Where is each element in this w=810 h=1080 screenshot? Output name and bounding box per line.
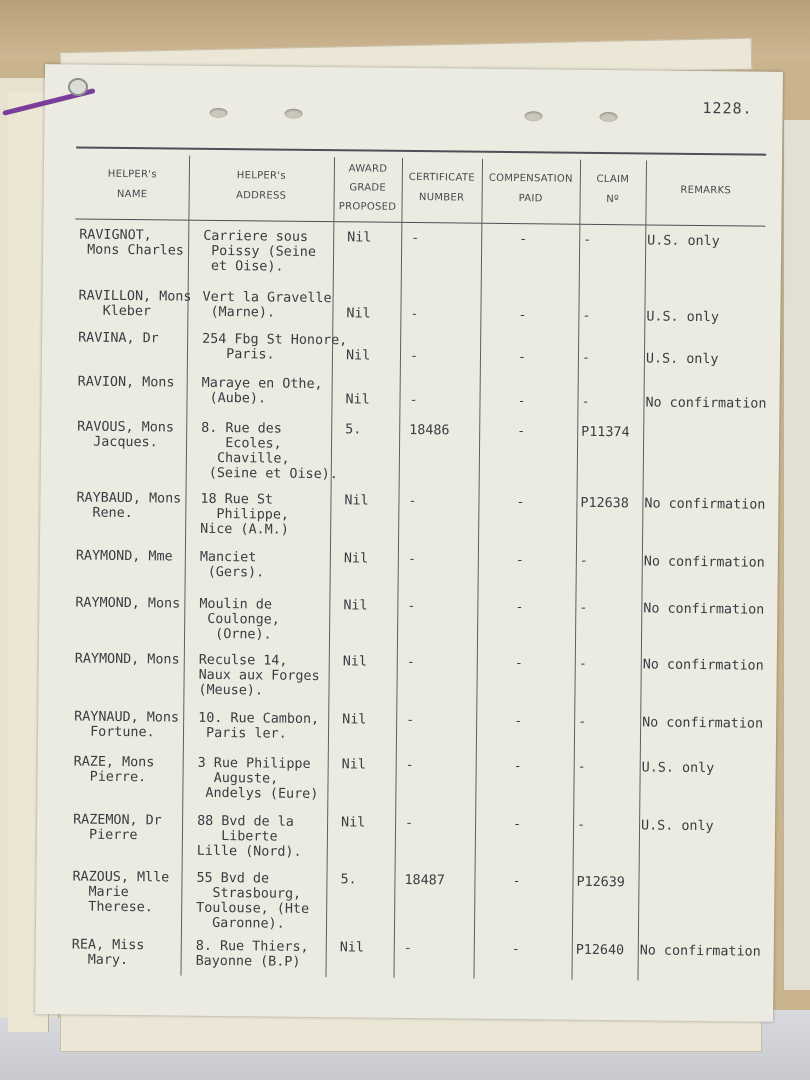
row-3-award: Nil	[345, 348, 371, 364]
row-10-claim: -	[578, 714, 587, 730]
row-1-address: Carriere sous Poissy (Seine et Oise).	[202, 228, 317, 275]
row-14-claim: P12640	[575, 942, 625, 959]
row-4-name: RAVION, Mons	[77, 374, 175, 391]
row-14-comp: -	[511, 942, 520, 958]
row-1-award: Nil	[347, 230, 372, 246]
row-4-award: Nil	[345, 392, 370, 408]
row-7-award: Nil	[343, 551, 369, 567]
row-12-remarks: U.S. only	[640, 818, 714, 835]
row-3-claim: -	[581, 350, 591, 366]
row-8-award: Nil	[343, 598, 368, 614]
row-1-comp: -	[519, 232, 528, 248]
row-5-remarks	[645, 425, 775, 426]
column-divider	[473, 159, 483, 979]
record-sheet	[35, 64, 783, 1022]
column-divider	[393, 158, 403, 978]
row-8-cert: -	[407, 598, 416, 615]
row-7-comp: -	[515, 553, 524, 569]
row-2-cert: -	[410, 306, 419, 323]
punch-hole	[209, 108, 227, 118]
header-certificate-number: CERTIFICATE NUMBER	[408, 171, 475, 204]
row-13-address: 55 Bvd de Strasbourg, Toulouse, (Hte Garonne).	[195, 870, 310, 932]
row-7-address: Manciet (Gers).	[199, 549, 265, 581]
row-10-name: RAYNAUD, Mons Fortune.	[73, 709, 180, 741]
row-11-remarks: U.S. only	[641, 760, 715, 777]
row-4-cert: -	[409, 392, 418, 409]
row-9-address: Reculse 14, Naux aux Forges (Meuse).	[198, 652, 320, 699]
row-8-address: Moulin de Coulonge, (Orne).	[198, 596, 280, 643]
column-divider	[571, 160, 581, 980]
row-14-remarks: No confirmation	[639, 943, 761, 960]
row-8-comp: -	[515, 600, 524, 616]
row-13-award: 5.	[340, 872, 357, 888]
row-6-remarks: No confirmation	[644, 496, 766, 513]
header-top-rule	[76, 146, 766, 155]
row-1-name: RAVIGNOT, Mons Charles	[78, 227, 184, 259]
row-4-remarks: No confirmation	[645, 395, 767, 412]
row-1-cert: -	[411, 230, 420, 247]
row-9-claim: -	[578, 656, 587, 672]
row-12-name: RAZEMON, Dr Pierre	[72, 812, 162, 844]
row-11-award: Nil	[341, 757, 366, 773]
back-sheet-right-edge	[783, 120, 810, 990]
row-5-comp: -	[517, 424, 526, 440]
row-12-award: Nil	[341, 815, 366, 831]
row-10-remarks: No confirmation	[642, 715, 764, 732]
page-number: 1228.	[702, 99, 753, 118]
row-2-address: Vert la Gravelle (Marne).	[202, 289, 332, 321]
header-compensation-paid: COMPENSATION PAID	[488, 172, 573, 205]
row-13-claim: P12639	[576, 874, 625, 891]
row-12-address: 88 Bvd de la Liberte Lille (Nord).	[196, 813, 302, 860]
punch-hole	[599, 112, 617, 122]
row-1-claim: -	[583, 232, 592, 248]
row-14-address: 8. Rue Thiers, Bayonne (B.P)	[195, 938, 309, 970]
header-bottom-rule	[75, 218, 765, 226]
row-12-comp: -	[513, 817, 522, 833]
punch-hole	[524, 111, 542, 121]
row-13-remarks	[641, 875, 771, 876]
row-13-name: RAZOUS, Mlle Marie Therese.	[72, 869, 170, 916]
binding-eyelet	[68, 78, 88, 96]
row-3-name: RAVINA, Dr	[78, 330, 159, 347]
row-4-comp: -	[517, 394, 526, 410]
row-2-comp: -	[518, 308, 527, 324]
row-9-name: RAYMOND, Mons	[74, 651, 180, 668]
row-11-comp: -	[513, 759, 522, 775]
row-13-comp: -	[512, 874, 521, 890]
punch-hole	[284, 109, 302, 119]
header-remarks: REMARKS	[680, 184, 732, 197]
row-2-claim: -	[582, 308, 591, 324]
row-8-remarks: No confirmation	[643, 601, 765, 618]
row-14-award: Nil	[339, 940, 365, 956]
row-10-address: 10. Rue Cambon, Paris ler.	[197, 710, 320, 742]
row-10-comp: -	[514, 714, 523, 730]
row-14-name: REA, Miss Mary.	[71, 937, 145, 969]
row-6-award: Nil	[344, 493, 369, 509]
row-12-cert: -	[405, 815, 414, 832]
row-11-claim: -	[577, 759, 586, 775]
row-3-address: 254 Fbg St Honore, Paris.	[201, 331, 348, 363]
header-helper-name: HELPER's NAME	[107, 168, 157, 201]
row-5-award: 5.	[345, 422, 362, 438]
row-10-cert: -	[406, 712, 415, 729]
row-9-cert: -	[406, 654, 415, 671]
row-4-address: Maraye en Othe, (Aube).	[201, 375, 323, 407]
row-9-remarks: No confirmation	[642, 657, 764, 674]
row-6-name: RAYBAUD, Mons Rene.	[76, 490, 182, 522]
row-2-remarks: U.S. only	[646, 309, 720, 326]
row-2-award: Nil	[346, 306, 371, 322]
row-11-name: RAZE, Mons Pierre.	[73, 754, 155, 786]
row-2-name: RAVILLON, Mons Kleber	[78, 288, 192, 320]
row-5-claim: P11374	[581, 424, 630, 441]
row-8-name: RAYMOND, Mons	[75, 595, 181, 612]
row-6-address: 18 Rue St Philippe, Nice (A.M.)	[200, 491, 290, 538]
header-claim-number: CLAIM Nº	[596, 173, 630, 206]
column-divider	[180, 156, 190, 976]
row-8-claim: -	[579, 600, 588, 616]
row-3-cert: -	[409, 348, 419, 365]
row-3-comp: -	[517, 350, 527, 366]
row-11-address: 3 Rue Philippe Auguste, Andelys (Eure)	[197, 755, 319, 803]
row-6-claim: P12638	[580, 495, 629, 512]
row-1-remarks: U.S. only	[647, 233, 720, 250]
row-6-comp: -	[516, 495, 525, 511]
row-13-cert: 18487	[404, 872, 445, 889]
row-12-claim: -	[577, 817, 586, 833]
row-9-comp: -	[514, 656, 523, 672]
row-6-cert: -	[408, 493, 417, 510]
column-divider	[637, 160, 647, 980]
row-11-cert: -	[405, 757, 414, 774]
header-award-grade: AWARD GRADE PROPOSED	[338, 163, 397, 213]
row-14-cert: -	[403, 940, 412, 957]
row-5-address: 8. Rue des Ecoles, Chaville, (Seine et Oise).	[200, 420, 338, 483]
row-4-claim: -	[581, 394, 590, 410]
row-7-cert: -	[407, 551, 416, 568]
row-7-remarks: No confirmation	[643, 554, 765, 571]
row-9-award: Nil	[342, 654, 368, 670]
row-7-claim: -	[579, 553, 588, 569]
row-7-name: RAYMOND, Mme	[75, 548, 173, 565]
row-3-remarks: U.S. only	[645, 351, 719, 368]
row-5-name: RAVOUS, Mons Jacques.	[76, 419, 175, 451]
row-5-cert: 18486	[409, 422, 450, 439]
header-helper-address: HELPER's ADDRESS	[235, 170, 287, 202]
row-10-award: Nil	[342, 712, 367, 728]
